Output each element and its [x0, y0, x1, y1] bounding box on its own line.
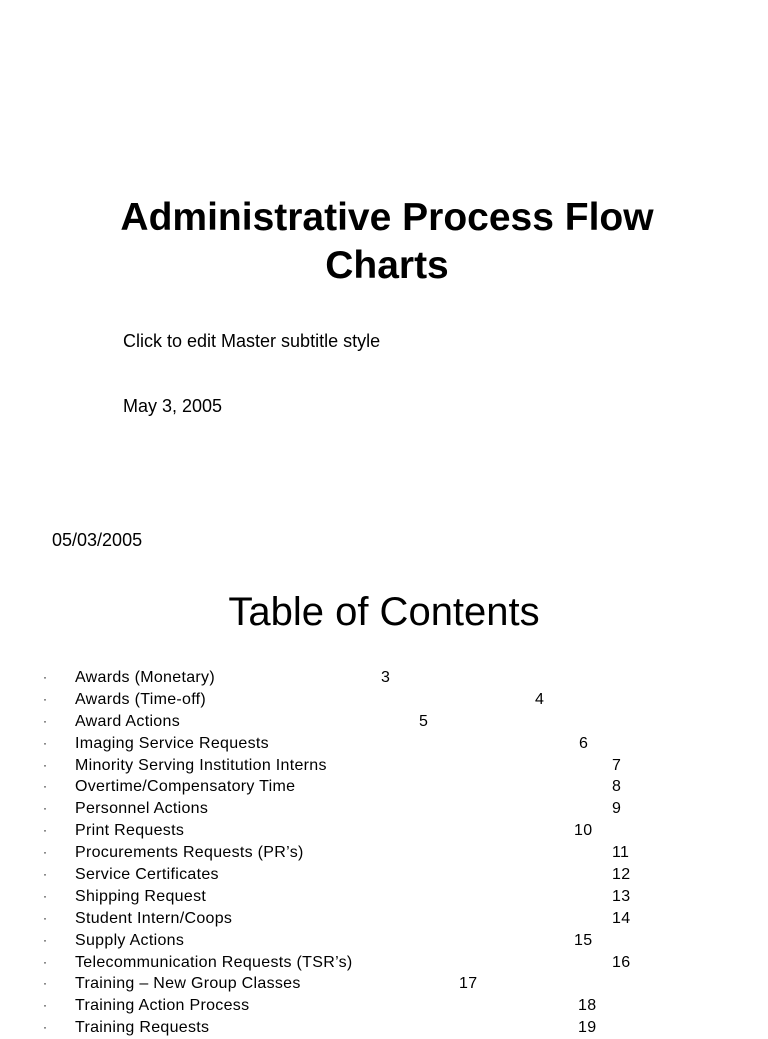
bullet-icon: · — [43, 867, 48, 882]
bullet-icon: · — [43, 998, 48, 1013]
bullet-icon: · — [43, 757, 48, 772]
toc-item-label: Training Action Process — [75, 997, 250, 1015]
toc-item-page: 14 — [612, 909, 631, 927]
toc-item-page: 16 — [612, 953, 631, 971]
toc-item-page: 19 — [578, 1019, 597, 1037]
toc-item — [0, 842, 768, 864]
toc-item-page: 7 — [612, 756, 622, 774]
bullet-icon: · — [43, 932, 48, 947]
toc-item — [0, 776, 768, 798]
toc-title: Table of Contents — [228, 590, 540, 634]
toc-item-page: 8 — [612, 778, 622, 796]
bullet-icon: · — [43, 845, 48, 860]
toc-item-label: Awards (Monetary) — [75, 669, 215, 686]
bullet-icon: · — [43, 691, 48, 706]
toc-item-label: Personnel Actions — [75, 800, 209, 818]
bullet-icon: · — [43, 1020, 48, 1035]
bullet-icon: · — [43, 735, 48, 750]
toc-item — [0, 864, 768, 886]
bullet-icon: · — [43, 888, 48, 903]
toc-item — [0, 711, 768, 733]
presentation-date: May 3, 2005 — [123, 396, 223, 416]
toc-item — [0, 973, 768, 995]
subtitle-placeholder: Click to edit Master subtitle style — [123, 331, 381, 351]
footer-date: 05/03/2005 — [52, 530, 143, 550]
toc-item-label: Imaging Service Requests — [75, 734, 269, 752]
toc-item-label: Procurements Requests (PR’s) — [75, 844, 304, 862]
toc-item — [0, 689, 768, 711]
toc-item-page: 10 — [574, 822, 593, 840]
toc-item — [0, 755, 768, 777]
toc-item — [0, 820, 768, 842]
toc-item-label: Supply Actions — [75, 931, 185, 949]
toc-item — [0, 667, 768, 689]
toc-item-page: 11 — [612, 844, 630, 862]
toc-item-page: 12 — [612, 866, 631, 884]
bullet-icon: · — [43, 954, 48, 969]
toc-item-label: Overtime/Compensatory Time — [75, 778, 296, 796]
toc-item-page: 6 — [579, 734, 589, 752]
toc-item-page: 17 — [459, 975, 478, 993]
toc-item-page: 4 — [535, 690, 545, 708]
toc-item-label: Student Intern/Coops — [75, 909, 233, 927]
toc-item-label: Shipping Request — [75, 887, 207, 905]
toc-item — [0, 952, 768, 974]
toc-item-label: Awards (Time-off) — [75, 690, 207, 708]
toc-item-page: 18 — [578, 997, 597, 1015]
toc-item-label: Training – New Group Classes — [75, 975, 301, 993]
toc-item-page: 3 — [381, 669, 391, 686]
toc-item-label: Service Certificates — [75, 866, 219, 884]
toc-item-label: Award Actions — [75, 712, 180, 730]
document-title: Administrative Process Flow Charts — [120, 196, 654, 287]
toc-item — [0, 1017, 768, 1039]
toc-list — [0, 667, 768, 1039]
toc-item — [0, 798, 768, 820]
toc-item — [0, 995, 768, 1017]
bullet-icon: · — [43, 713, 48, 728]
toc-item — [0, 908, 768, 930]
bullet-icon: · — [43, 779, 48, 794]
toc-item-page: 15 — [574, 931, 593, 949]
bullet-icon: · — [43, 976, 48, 991]
toc-item-label: Print Requests — [75, 822, 185, 840]
toc-item-label: Training Requests — [75, 1019, 210, 1037]
bullet-icon: · — [43, 823, 48, 838]
toc-item — [0, 930, 768, 952]
toc-item-page: 5 — [419, 712, 429, 730]
toc-item-label: Telecommunication Requests (TSR’s) — [75, 953, 353, 971]
bullet-icon: · — [43, 910, 48, 925]
toc-item — [0, 886, 768, 908]
toc-item-label: Minority Serving Institution Interns — [75, 756, 327, 774]
bullet-icon: · — [43, 670, 48, 684]
toc-item-page: 9 — [612, 800, 622, 818]
bullet-icon: · — [43, 801, 48, 816]
toc-item — [0, 733, 768, 755]
toc-item-page: 13 — [612, 887, 631, 905]
